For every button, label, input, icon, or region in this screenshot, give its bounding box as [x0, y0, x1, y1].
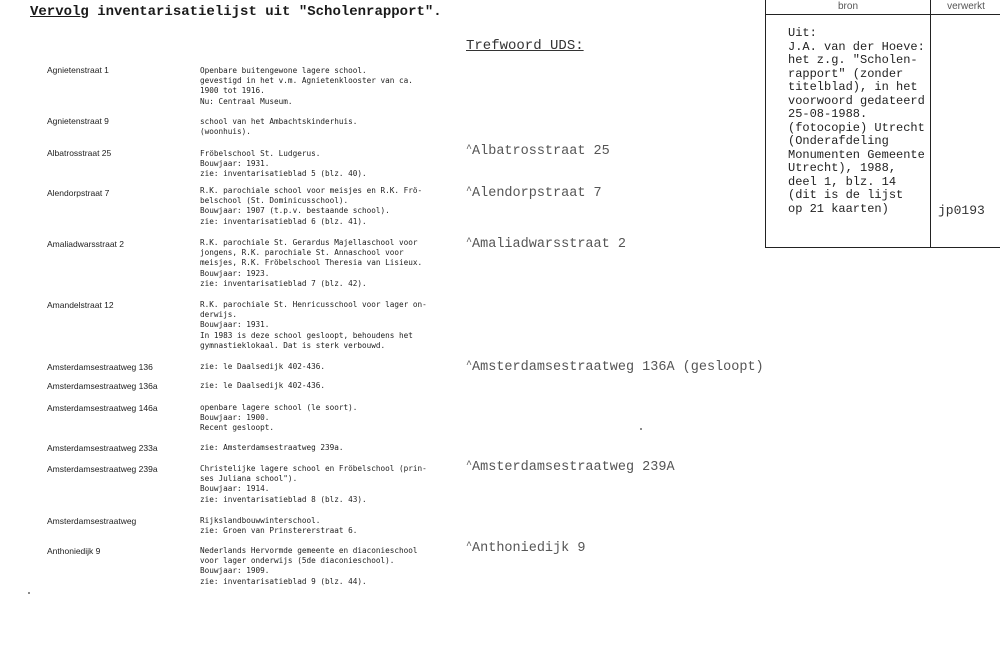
- entry-keyword-text: Alendorpstraat 7: [472, 186, 602, 201]
- source-box: [765, 0, 1000, 248]
- entry-keyword-text: Amsterdamsestraatweg 136A (gesloopt): [472, 360, 764, 375]
- source-line: (Onderafdeling: [788, 134, 889, 148]
- source-line: Utrecht), 1988,: [788, 161, 897, 175]
- page-title: [30, 4, 442, 20]
- entry-description-line: Nederlands Hervormde gemeente en diaconieschool: [200, 546, 418, 555]
- entry-description: [200, 546, 418, 587]
- source-citation: [788, 27, 925, 216]
- entry-description-line: gymnastieklokaal. Dat is sterk verbouwd.: [200, 340, 386, 350]
- source-header-row: [766, 0, 1000, 15]
- entry-description-line: ses Juliana school").: [200, 474, 298, 484]
- entry-description-line: (woonhuis).: [200, 127, 251, 137]
- entry-description-line: Bouwjaar: 1923.: [200, 268, 270, 278]
- entry-keyword: [466, 144, 610, 159]
- entry-address: Amsterdamsestraatweg 146a: [47, 403, 158, 413]
- entry-description: [200, 464, 427, 505]
- scan-speck: [28, 592, 30, 594]
- entry-description-line: zie: inventarisatieblad 9 (blz. 44).: [200, 576, 367, 586]
- scan-speck: [640, 428, 642, 430]
- entry-description: [200, 403, 357, 434]
- entry-address: Agnietenstraat 9: [47, 116, 109, 126]
- entry-description-line: Bouwjaar: 1909.: [200, 566, 270, 576]
- source-line: op 21 kaarten): [788, 201, 889, 216]
- entry-address: Alendorpstraat 7: [47, 188, 110, 198]
- entry-description-line: zie: inventarisatieblad 8 (blz. 43).: [200, 494, 367, 504]
- entry-description: [200, 149, 367, 180]
- entry-description: [200, 186, 422, 227]
- entry-address: Agnietenstraat 1: [47, 65, 109, 75]
- source-line: rapport" (zonder: [788, 66, 904, 81]
- entry-description: [200, 238, 422, 289]
- entry-address: Amsterdamsestraatweg 233a: [47, 443, 158, 453]
- source-line: (dit is de lijst: [788, 188, 904, 202]
- entry-description: [200, 300, 427, 351]
- entry-address: Amaliadwarsstraat 2: [47, 239, 125, 249]
- entry-keyword: [466, 360, 764, 375]
- entry-address: Amsterdamsestraatweg 136: [47, 362, 153, 372]
- entry-description-line: Bouwjaar: 1914.: [200, 484, 270, 494]
- entry-keyword-text: Amaliadwarsstraat 2: [472, 237, 626, 252]
- uds-keyword-heading: Trefwoord UDS:: [466, 38, 584, 54]
- caret-mark: ^: [466, 541, 473, 552]
- entry-description: [200, 362, 325, 372]
- entry-description-line: zie: inventarisatieblad 7 (blz. 42).: [200, 278, 367, 288]
- entry-description-line: Bouwjaar: 1931.: [200, 320, 270, 330]
- entry-description-line: Bouwjaar: 1907 (t.p.v. bestaande school).: [200, 206, 390, 216]
- entry-keyword-text: Amsterdamsestraatweg 239A: [472, 460, 675, 475]
- entry-description-line: Nu: Centraal Museum.: [200, 96, 293, 106]
- entry-description-line: gevestigd in het v.m. Agnietenklooster van ca.: [200, 76, 413, 86]
- title-rest: inventarisatielijst uit "Scholenrapport".: [88, 4, 442, 20]
- caret-mark: ^: [466, 360, 473, 371]
- entry-address: Amsterdamsestraatweg 239a: [47, 464, 158, 474]
- entry-address: Amandelstraat 12: [47, 300, 114, 310]
- entry-description-line: school van het Ambachtskinderhuis.: [200, 117, 358, 126]
- entry-description-line: jongens, R.K. parochiale St. Annaschool voor: [200, 248, 404, 258]
- entry-description: [200, 516, 357, 536]
- entry-address: Amsterdamsestraatweg: [47, 516, 137, 526]
- entry-keyword-text: Anthoniedijk 9: [472, 541, 586, 556]
- entry-description-line: In 1983 is deze school gesloopt, behoudens het: [200, 330, 413, 340]
- source-line: 25-08-1988.: [788, 107, 868, 121]
- entry-description-line: 1900 tot 1916.: [200, 86, 265, 96]
- entry-keyword: [466, 186, 602, 201]
- entry-description-line: zie: inventarisatieblad 6 (blz. 41).: [200, 216, 367, 226]
- source-line: voorwoord gedateerd: [788, 93, 925, 108]
- entry-description-line: R.K. parochiale St. Henricusschool voor lager on-: [200, 300, 427, 309]
- entry-description-line: Bouwjaar: 1931.: [200, 159, 270, 169]
- source-line: het z.g. "Scholen-: [788, 53, 918, 67]
- entry-description: [200, 443, 343, 453]
- column-header-source: bron: [766, 0, 931, 14]
- caret-mark: ^: [466, 460, 473, 471]
- entry-description: [200, 117, 357, 137]
- entry-address: Albatrosstraat 25: [47, 148, 112, 158]
- source-line: deel 1, blz. 14: [788, 174, 897, 189]
- entry-description-line: R.K. parochiale school voor meisjes en R.K. Frö-: [200, 186, 423, 195]
- entry-description-line: zie: le Daalsedijk 402-436.: [200, 362, 325, 371]
- entry-description: [200, 66, 413, 107]
- column-header-processed: verwerkt: [947, 1, 985, 12]
- entry-description-line: zie: Groen van Prinstererstraat 6.: [200, 526, 358, 536]
- caret-mark: ^: [466, 144, 473, 155]
- caret-mark: ^: [466, 186, 473, 197]
- entry-description-line: Bouwjaar: 1900.: [200, 413, 270, 423]
- entry-description-line: zie: Amsterdamsestraatweg 239a.: [200, 443, 344, 452]
- entry-keyword: [466, 541, 585, 556]
- source-line: J.A. van der Hoeve:: [788, 39, 925, 54]
- entry-keyword: [466, 237, 626, 252]
- entry-description: [200, 381, 325, 391]
- title-continued: Vervolg: [30, 4, 89, 20]
- source-line: Uit:: [788, 26, 817, 40]
- entry-description-line: openbare lagere school (le soort).: [200, 403, 358, 412]
- entry-description-line: Openbare buitengewone lagere school.: [200, 66, 367, 75]
- caret-mark: ^: [466, 237, 473, 248]
- processed-code: jp0193: [938, 203, 985, 218]
- column-divider: [930, 14, 931, 248]
- entry-keyword-text: Albatrosstraat 25: [472, 144, 610, 159]
- entry-description-line: Recent gesloopt.: [200, 423, 275, 433]
- entry-address: Anthoniedijk 9: [47, 546, 101, 556]
- entry-description-line: zie: inventarisatieblad 5 (blz. 40).: [200, 169, 367, 179]
- entry-description-line: meisjes, R.K. Fröbelschool Theresia van Lisieux.: [200, 258, 423, 268]
- entry-description-line: zie: le Daalsedijk 402-436.: [200, 381, 325, 390]
- entry-description-line: Rijkslandbouwwinterschool.: [200, 516, 321, 525]
- entry-description-line: R.K. parochiale St. Gerardus Majellaschool voor: [200, 238, 418, 247]
- entry-description-line: Fröbelschool St. Ludgerus.: [200, 149, 321, 158]
- entry-address: Amsterdamsestraatweg 136a: [47, 381, 158, 391]
- source-line: titelblad), in het: [788, 80, 918, 94]
- source-line: (fotocopie) Utrecht: [788, 120, 925, 135]
- entry-keyword: [466, 460, 675, 475]
- entry-description-line: voor lager onderwijs (5de diaconieschool).: [200, 556, 395, 566]
- source-line: Monumenten Gemeente: [788, 147, 925, 162]
- entry-description-line: Christelijke lagere school en Fröbelschool (prin-: [200, 464, 427, 473]
- entry-description-line: derwijs.: [200, 310, 238, 320]
- entry-description-line: belschool (St. Dominicusschool).: [200, 196, 349, 206]
